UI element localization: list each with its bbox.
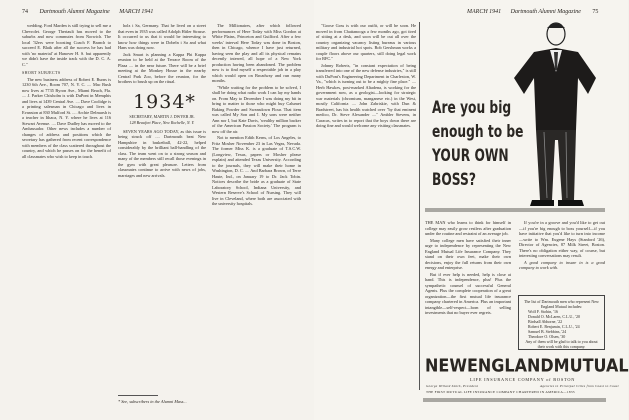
headline-line: BOSS? xyxy=(432,170,476,190)
issue-date: MARCH 1941 xyxy=(119,9,154,15)
paragraph: Jack Smart is planning a Kappa Phi Kappa reunion to be held at the Terrace Room of the Plaza .... in the near future. There will be a brief meeting at the Monkey House in the nearby Central Park Zoo, before the reunion, for the brothers to brush up on the ritual. xyxy=(118,51,206,84)
section-heading: SHORT SUBJECTS xyxy=(22,70,61,75)
headline-line: enough to be xyxy=(432,122,524,142)
footnote xyxy=(118,399,206,407)
headline-line: YOUR OWN xyxy=(432,146,509,166)
magazine-title: Dartmouth Alumni Magazine xyxy=(39,9,110,15)
ad-body-column-2 xyxy=(519,220,605,290)
class-heading: 1934* xyxy=(133,90,196,113)
right-column xyxy=(316,23,416,413)
representative-name: Robert E. Benjamin, C.L.U., '24 xyxy=(528,324,580,329)
address-line: 128 Beaufort Place, New Rochelle, N. Y. xyxy=(129,120,195,125)
page-header xyxy=(22,9,153,16)
issue-date: MARCH 1941 xyxy=(467,9,502,15)
page-header xyxy=(467,9,598,16)
representatives-box xyxy=(518,295,605,350)
paragraph: The new business address of Robert E. Burns is 1230 6th Ave., Room 707, N. Y. C. .... Mac Bush now lives at 7735 Byron Ave., Miami Beach, Fla. .... J. Parker Chisholm is with DuPont in Memphis and lives at 1439 Central Ave. .... Dave Coolidge is a printing salesman in Chicago and lives in Evanston at 830 Mulford St. .... Archie Delmarsh is a teacher in Ithaca, N. Y. where he lives at 116 Stewart Avenue. .... Dave Dudley has moved to the Ambassador. Other news includes a number of changes of address and positions which the secretary has gathered from recent correspondence with members of the class scattered throughout the country, and which he passes on for the benefit of all classmates who wish to keep in touch. xyxy=(22,76,111,159)
representative-name: Theodore O. Olsen, '30 xyxy=(528,334,566,339)
page-number: 74 xyxy=(22,9,28,15)
secretary-line: SECRETARY, MARTIN J. DWYER JR. xyxy=(129,113,195,119)
column-3 xyxy=(212,23,301,413)
paragraph: But if ever help is needed, help is close at hand. This is independence, plus! Plus the sympathetic counsel of successful General Agents. Plus the complete cooperation of a great organization—the first mutual life insurance company chartered in America. Plus an important intangible—self-respect—born of selling investments that no buyer ever regrets. xyxy=(425,271,511,315)
paragraph: wedding. Ford Marden is still trying to sell me a Chevrolet. George Theriault has moved to the suburbs and now commutes from Norwich. The local '32ers were boosting Coach F. Branch to succeed E. Blaik after all the success he has had with 'no material' at Hanover H. S. but apparently we didn't have the inside track with the D. C. A. C." xyxy=(22,23,111,67)
company-subtitle: LIFE INSURANCE COMPANY of BOSTON xyxy=(470,377,576,382)
left-page xyxy=(0,0,314,420)
paragraph: SEVEN YEARS AGO TODAY, as this issue is being struck off .... Dartmouth beat New Hampshire in basketball, 42-22, helped considerably by the brilliant ball-handling of the class. The team went on to a strong season and many of the members still recall those evenings in the gym with great pleasure. Letters from classmates continue to arrive with news of jobs, marriages and new arrivals. xyxy=(118,128,206,178)
headline-line: Are you big xyxy=(432,98,512,118)
page-number: 75 xyxy=(592,9,599,15)
paragraph: THE MAN who learns to think for himself in college may easily grow restless after graduation under the routine and restraint of an average job. xyxy=(425,220,511,236)
representative-name: Samuel B. Stebbins, '24 xyxy=(528,329,567,334)
president-line: George Willard Smith, President xyxy=(426,384,479,388)
footnote-rule xyxy=(118,395,158,396)
paragraph: If you're in a groove and you'd like to get out—if you're big enough to boss yourself—if you have initiative that you'd like to turn into income—write to Wm. Eugene Hays (Stanford '26), Director of Agencies, 87 Milk Street, Boston. There's no obligation either way, of course, but interesting conversations may result. xyxy=(519,220,605,258)
column-2 xyxy=(118,23,206,391)
paragraph: "Goose Goss is with our outfit, or will be soon. He moved in from Chattanooga a few months ago, got tired of sitting at a desk, and soon will be out all over the country organizing vacancy listing bureaus in various military and industrial hot spots. Bob Gershman works a couple floors above our quarters, still doing legal work for RFC." xyxy=(316,23,416,61)
company-logo-text xyxy=(425,354,629,377)
magazine-title: Dartmouth Alumni Magazine xyxy=(510,9,581,15)
divider-bar xyxy=(425,208,605,212)
column-divider xyxy=(419,22,420,390)
paragraph: The Millionaires, after which followed performances of Here Today with Miss Gordon at White Plains, Princeton and Guilford. After a few weeks' interval Here Today was done in Boston, then in Chicago, whence I have just returned, having seen the play and all its physical remains decently interred, all hope of a New York production having been abandoned. The problem now is to find myself a respectable job in a play which would open on Broadway and run many months. xyxy=(212,23,301,83)
representative-name: Wolf F. Stobin, '16 xyxy=(528,309,558,314)
column-1 xyxy=(22,23,111,413)
logo-word: MUTUAL xyxy=(553,354,629,376)
box-intro: The list of Dartmouth men who represent New England Mutual includes: xyxy=(524,299,599,309)
agencies-line: Agencies in Principal Cities from Coast to Coast xyxy=(540,384,619,388)
paragraph: Johnny Roberts, "in constant expectation of being transferred into one of the new defense industries," is still with DuPont's Engineering Department in Charleston, W. Va., "which is turning out to be a mighty fine place." .... Herb Hawkes, post-marked Altadena, is working for the government now, as a geologist—looking for strategic war materials (chromium, manganese etc.) in the West, mostly California .... John Zabriskie, with Dun & Bradstreet, has his health watched over "by that eminent medico, Dr. Steve Alexander ...." Ambler Stevens, in Caracas, writes in to report that the boys down there are doing fine and would welcome any visiting classmates. xyxy=(316,62,416,128)
logo-word: ENGLAND xyxy=(466,354,554,376)
bottom-bar xyxy=(423,398,606,402)
footnote-text: * See, subscribers in the Alumni Mass... xyxy=(118,399,187,404)
paragraph: "While waiting for the problem to be solved, I shall be doing what radio work I can lay my hands on. From May to December I was doing my bit in bring to matter to those who might buy Calumet Baking Powder and Swansdown Flour. That item was called My Son and I. My sons were neither Ann nor I, but Kate Davis, 'wealthy million backer of the American Passion Society.' The program is now off the air. xyxy=(212,84,301,134)
paragraph: A good company to insure in is a good company to work with. xyxy=(519,259,605,270)
company-tagline: THE FIRST MUTUAL LIFE INSURANCE COMPANY CHARTERED IN AMERICA—1835 xyxy=(426,390,575,394)
logo-word: NEW xyxy=(425,354,467,376)
representative-name: Donald O. McLaren, C.L.U., '20 xyxy=(528,314,581,319)
paragraph: Many college men have satisfied their inner urge to independence by representing the New England Mutual Life Insurance Company. They stand on their own feet, make their own decisions, enjoy the full returns from their own energy and enterprise. xyxy=(425,237,511,270)
box-outro: Any of them will be glad to talk to you about their work with this company. xyxy=(525,339,598,349)
paragraph: holz i Sa, Germany. That he lived on a street that even in 1935 was called Adolph Hitler Strasse. It occurred to us that it would be interesting to know how things were in Dobeln i Sa and what Hans was doing now. xyxy=(118,23,206,50)
businessman-illustration-icon xyxy=(500,20,610,208)
representative-name: Birdsall Abhorne, '22 xyxy=(528,319,563,324)
ad-body-column-1 xyxy=(425,220,511,348)
paragraph: Not to mention Edith Kerns, of Los Angeles, to Fritz Mosher November 23 in Las Vegas, Nevada. The former Miss K. is a graduate of T.S.C.W. (Longview, Texas, papers or Mosher please explain) and attended Texas University. According to the journals, they will make their home in Washington, D. C. .... And Barbara Brown, of Terre Haute, Ind., on January 19 to Dr. Jack Tobin. Notices describe the bride as a graduate of State Laboratory School, Indiana University, and Western Reserve's School of Nursing. They will live in Cleveland, where both are associated with the university hospitals. xyxy=(212,135,301,206)
